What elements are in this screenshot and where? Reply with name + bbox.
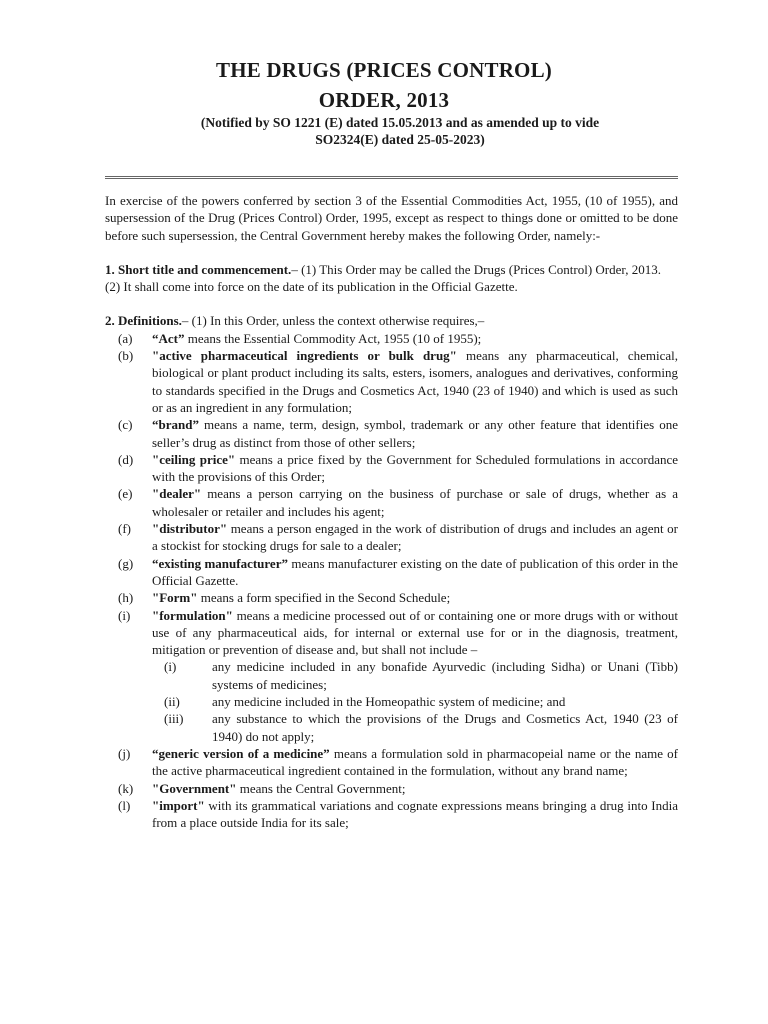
- definition-text: means manufacturer existing on the date of publication of this order in the Official Gazette.: [152, 555, 678, 588]
- exclusion-text: any medicine included in the Homeopathic system of medicine; and: [212, 694, 566, 710]
- definition-text: means a formulation sold in pharmacopeial name or the name of the active pharmaceutical ingredient contained in the formulation, without any brand name;: [152, 745, 679, 779]
- definition-text: means the Central Government;: [236, 780, 406, 796]
- definition-term: “brand”: [152, 417, 199, 433]
- section-2-intro: – (1) In this Order, unless the context otherwise requires,–: [181, 313, 485, 329]
- exclusion-item: [152, 658, 678, 693]
- formulation-exclusions: [105, 658, 678, 744]
- exclusion-text: any substance to which the provisions of the Drugs and Cosmetics Act, 1940 (23 of 1940) do not apply;: [212, 711, 678, 744]
- definition-item: [105, 780, 678, 797]
- document-body: [105, 192, 678, 831]
- exclusion-marker: (iii): [164, 711, 184, 727]
- definition-item: [105, 330, 678, 347]
- definition-text: with its grammatical variations and cognate expressions means bringing a drug into India from a place outside India for its sale;: [152, 797, 678, 831]
- exclusion-item: [152, 710, 678, 745]
- exclusion-text: any medicine included in any bonafide Ayurvedic (including Sidha) or Unani (Tibb) systems of medicines;: [212, 659, 678, 692]
- definition-text: means a price fixed by the Government for Scheduled formulations in accordance with the provisions of this Order;: [152, 451, 678, 485]
- definition-item: [105, 520, 678, 555]
- exclusion-marker: (i): [164, 659, 177, 675]
- definition-marker: (a): [118, 330, 133, 346]
- definition-item: [105, 555, 678, 590]
- definition-text: means a medicine processed out of or containing one or more drugs with or without use of any pharmaceutical aids, for internal or external use for or in the diagnosis, treatment, mitigation or prevention of disease and, but shall not include –: [152, 607, 678, 658]
- definition-text: means a person engaged in the work of distribution of drugs and includes an agent or a stockist for stocking drugs for sale to a dealer;: [152, 521, 678, 554]
- definition-marker: (f): [118, 521, 131, 537]
- definition-marker: (h): [118, 590, 134, 606]
- notification-subtitle: [100, 114, 700, 148]
- definition-marker: (e): [118, 486, 133, 502]
- definition-marker: (k): [118, 780, 134, 796]
- definition-marker: (j): [118, 745, 131, 761]
- definition-term: "import": [152, 797, 205, 813]
- definition-term: "formulation": [152, 607, 233, 623]
- definition-text: means a form specified in the Second Schedule;: [197, 590, 451, 606]
- definition-item: [105, 416, 678, 451]
- section-2-paragraph: [105, 312, 678, 329]
- definition-term: "Government": [152, 780, 237, 796]
- definition-item: [105, 745, 678, 780]
- definition-marker: (i): [118, 607, 131, 623]
- definition-text: means a name, term, design, symbol, trademark or any other feature that identifies one seller’s drug as distinct from those of other sellers;: [152, 417, 678, 450]
- definition-term: “Act”: [152, 330, 185, 346]
- definition-term: "distributor": [152, 521, 228, 537]
- definition-item: [105, 607, 678, 659]
- definition-marker: (b): [118, 348, 134, 364]
- exclusion-item: [152, 693, 678, 710]
- definition-marker: (l): [118, 797, 131, 813]
- definition-text: means any pharmaceutical, chemical, biological or plant product including its salts, esters, isomers, analogues and derivatives, conforming to standards specified in the Drugs and Cosmetics Act, 1940 (23 of 1940) and which is used as such or as an ingredient in any formulation;: [152, 348, 679, 415]
- definition-text: means the Essential Commodity Act, 1955 (10 of 1955);: [184, 330, 482, 346]
- section-2-heading: 2. Definitions.: [105, 313, 182, 329]
- section-1-text-1: – (1) This Order may be called the Drugs (Prices Control) Order, 2013.: [291, 261, 661, 277]
- definition-marker: (d): [118, 451, 134, 467]
- definition-item: [105, 485, 678, 520]
- subtitle-line-1: (Notified by SO 1221 (E) dated 15.05.2013 and as amended up to vide: [200, 115, 600, 130]
- exclusion-marker: (ii): [164, 694, 180, 710]
- definition-term: "Form": [152, 590, 198, 606]
- definition-item: [105, 589, 678, 606]
- definition-term: "ceiling price": [152, 451, 236, 467]
- section-1-heading: 1. Short title and commencement.: [105, 261, 292, 277]
- document-title-line-1: THE DRUGS (PRICES CONTROL): [216, 58, 552, 82]
- section-1-paragraph: [105, 261, 678, 278]
- definition-term: "dealer": [152, 486, 202, 502]
- definition-item: [105, 797, 678, 832]
- definition-term: “generic version of a medicine”: [152, 745, 330, 761]
- definition-term: “existing manufacturer”: [152, 555, 288, 571]
- document-title-line-2: ORDER, 2013: [318, 88, 450, 112]
- definition-item: [105, 451, 678, 486]
- definition-marker: (g): [118, 555, 134, 571]
- subtitle-line-2: SO2324(E) dated 25-05-2023): [315, 132, 485, 147]
- header-divider: [105, 176, 678, 179]
- definition-marker: (c): [118, 417, 133, 433]
- preamble-paragraph: In exercise of the powers conferred by section 3 of the Essential Commodities Act, 1955, (10 of 1955), and supersession of the Drug (Prices Control) Order, 1995, except as respect to things done or omitted to be done before such supersession, the Central Government hereby makes the following Order, namely:-: [105, 193, 678, 243]
- definition-text: means a person carrying on the business of purchase or sale of drugs, whether as a wholesaler or retailer and includes his agent;: [152, 486, 678, 519]
- definition-item: [105, 347, 678, 416]
- definition-term: "active pharmaceutical ingredients or bulk drug": [152, 348, 457, 364]
- section-1-text-2: (2) It shall come into force on the date of its publication in the Official Gazette.: [105, 279, 518, 295]
